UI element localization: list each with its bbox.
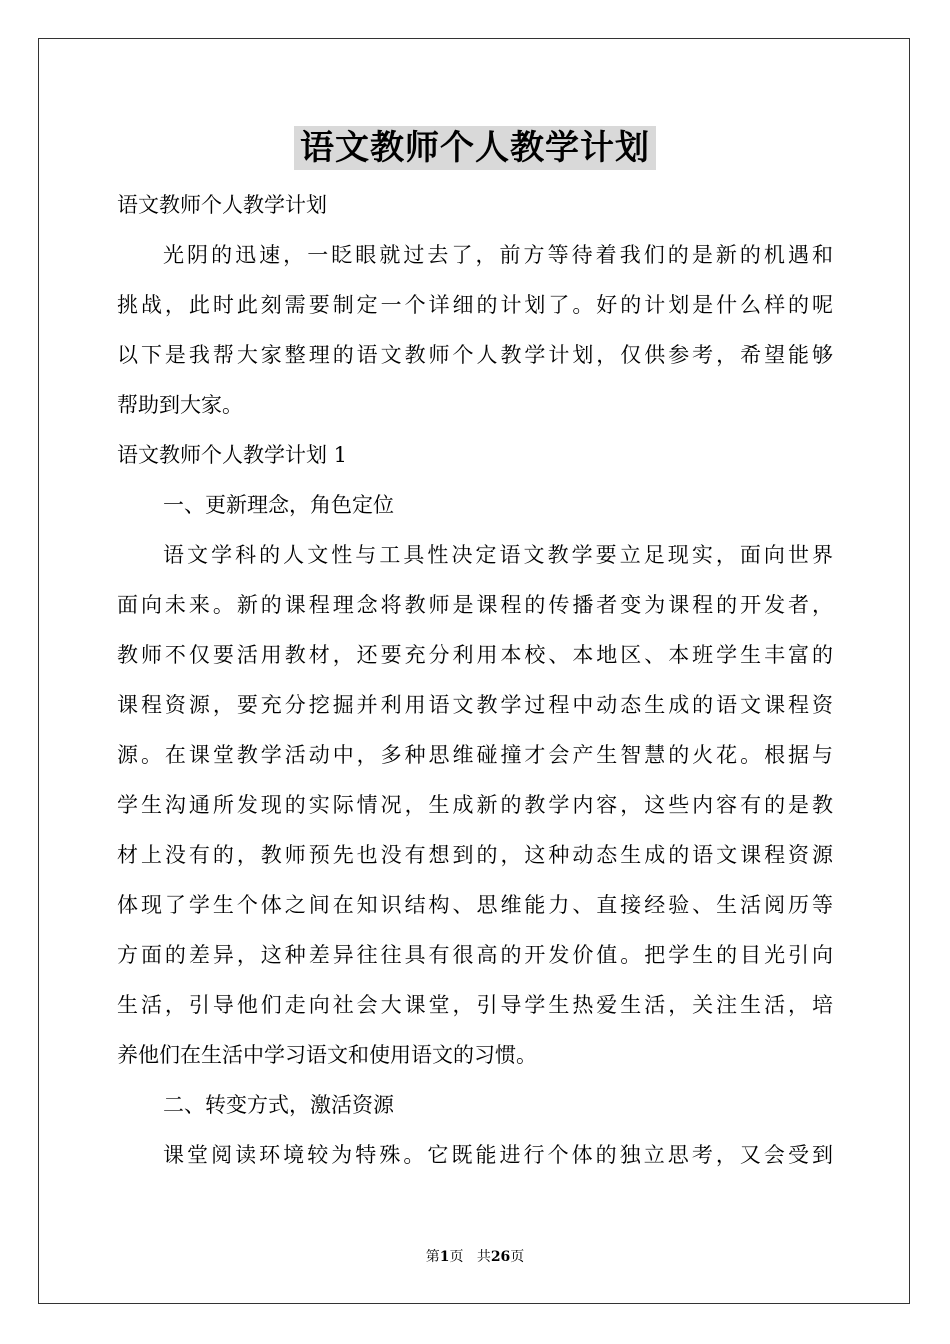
paragraph-line: 源。在课堂教学活动中，多种思维碰撞才会产生智慧的火花。根据与	[117, 743, 833, 767]
paragraph-line: 面向未来。新的课程理念将教师是课程的传播者变为课程的开发者，	[117, 593, 833, 617]
subtitle-line: 语文教师个人教学计划	[117, 193, 327, 217]
paragraph-line: 课堂阅读环境较为特殊。它既能进行个体的独立思考，又会受到	[163, 1143, 833, 1167]
paragraph-line: 学生沟通所发现的实际情况，生成新的教学内容，这些内容有的是教	[117, 793, 833, 817]
footer-page-suffix: 页	[449, 1249, 464, 1265]
paragraph-line: 体现了学生个体之间在知识结构、思维能力、直接经验、生活阅历等	[117, 893, 833, 917]
paragraph-line: 方面的差异，这种差异往往具有很高的开发价值。把学生的目光引向	[117, 943, 833, 967]
footer-total-prefix: 共	[476, 1249, 491, 1265]
subsection-heading: 二、转变方式，激活资源	[163, 1093, 394, 1117]
section-heading: 语文教师个人教学计划 1	[117, 443, 348, 467]
paragraph-line: 生活，引导他们走向社会大课堂，引导学生热爱生活，关注生活，培	[117, 993, 833, 1017]
paragraph-line: 教师不仅要活用教材，还要充分利用本校、本地区、本班学生丰富的	[117, 643, 833, 667]
page-footer	[0, 1246, 950, 1266]
footer-total-suffix: 页	[510, 1249, 525, 1265]
title-container	[0, 126, 950, 170]
paragraph-line: 养他们在生活中学习语文和使用语文的习惯。	[117, 1043, 537, 1067]
document-title: 语文教师个人教学计划	[294, 126, 656, 170]
paragraph-line: 挑战，此时此刻需要制定一个详细的计划了。好的计划是什么样的呢	[117, 293, 833, 317]
paragraph-line: 语文学科的人文性与工具性决定语文教学要立足现实，面向世界	[163, 543, 833, 567]
page-number: 1	[439, 1249, 450, 1265]
footer-prefix: 第	[425, 1249, 440, 1265]
total-pages: 26	[490, 1249, 511, 1265]
paragraph-line: 材上没有的，教师预先也没有想到的，这种动态生成的语文课程资源	[117, 843, 833, 867]
paragraph-line: 光阴的迅速，一眨眼就过去了，前方等待着我们的是新的机遇和	[163, 243, 833, 267]
paragraph-line: 以下是我帮大家整理的语文教师个人教学计划，仅供参考，希望能够	[117, 343, 833, 367]
paragraph-line: 帮助到大家。	[117, 393, 243, 417]
document-body	[117, 180, 833, 1180]
paragraph-line: 课程资源，要充分挖掘并利用语文教学过程中动态生成的语文课程资	[117, 693, 833, 717]
subsection-heading: 一、更新理念，角色定位	[163, 493, 394, 517]
